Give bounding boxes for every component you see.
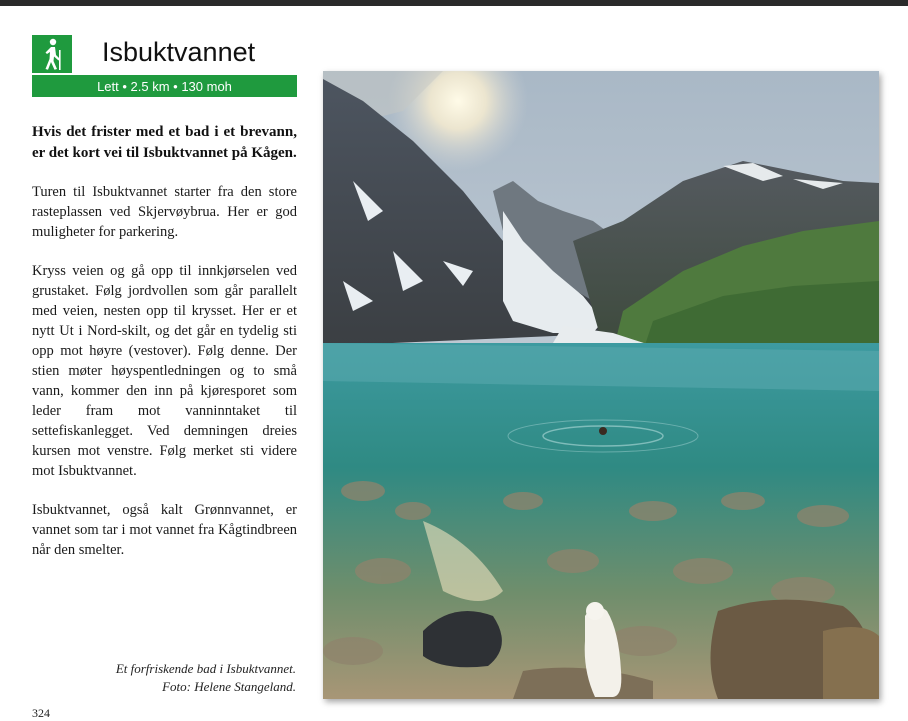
lead-paragraph: Hvis det frister med et bad i et brevann, er det kort vei til Isbuktvannet på Kågen. [32,124,297,161]
top-border [0,0,908,6]
paragraph-route: Kryss veien og gå opp til innkjørselen ved grustaket. Følg jordvollen som går parallelt med veien, nesten opp til krysset. Her er et nytt Ut i Nord-skilt, og det går en tydelig sti opp mot høyre (vestover). Følg denne. Der stien møter høyspentledningen og to små vann, kommer den inn på kjøresporet som leder fram mot vanninntaket til settefiskanlegget. Ved demningen dreies kursen mot venstre. Følg merket sti videre mot Isbuktvannet. [32,263,297,479]
paragraph-lake: Isbuktvannet, også kalt Grønnvannet, er vannet som tar i mot vannet fra Kågtindbreen når den smelter. [32,502,297,558]
hiker-icon [32,35,72,73]
page-title: Isbuktvannet [102,37,256,67]
article-body [32,122,297,579]
page-number: 324 [32,706,50,720]
trail-info-bar: Lett • 2.5 km • 130 moh [32,75,297,97]
photo-caption [60,660,296,696]
lake-photo [323,71,879,699]
caption-credit: Foto: Helene Stangeland. [162,679,296,694]
paragraph-start: Turen til Isbuktvannet starter fra den store rasteplassen ved Skjervøybrua. Her er god muligheter for parkering. [32,184,297,240]
caption-text: Et forfriskende bad i Isbuktvannet. [115,661,296,676]
